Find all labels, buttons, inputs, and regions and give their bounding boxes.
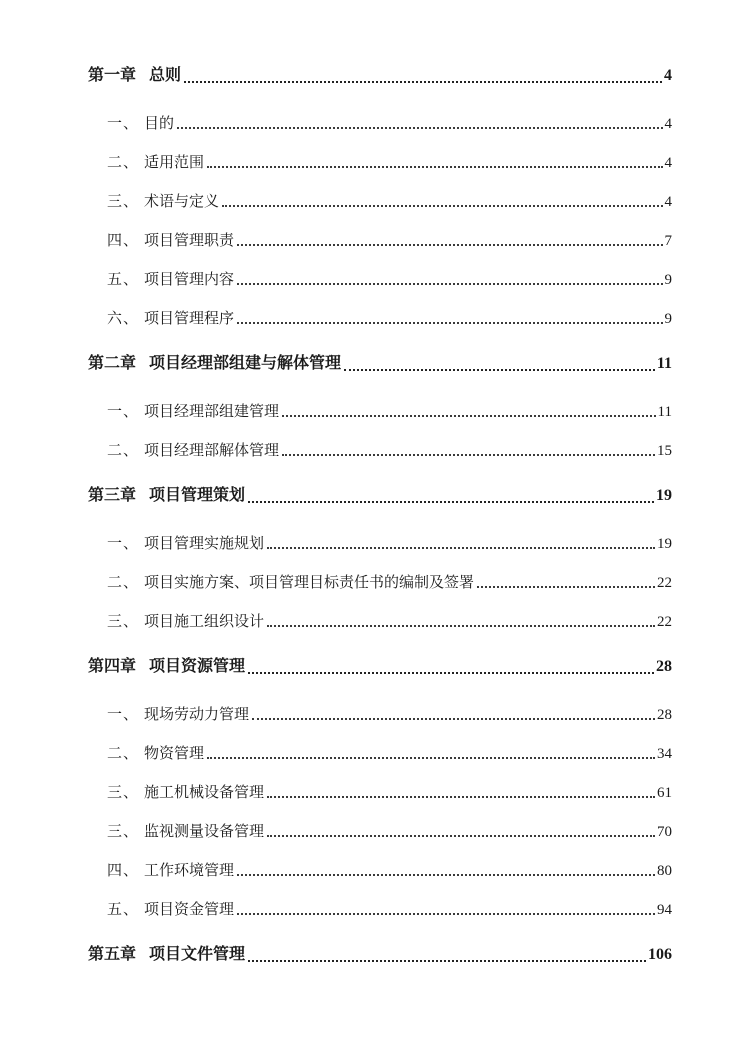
toc-entry-page-number: 9 bbox=[664, 311, 672, 327]
toc-entry-page-number: 19 bbox=[657, 536, 672, 552]
toc-item-row[interactable] bbox=[88, 902, 672, 918]
toc-item-row[interactable] bbox=[88, 233, 672, 249]
toc-item-row[interactable] bbox=[88, 575, 672, 591]
toc-chapter-row[interactable] bbox=[88, 66, 672, 86]
toc-item-row[interactable] bbox=[88, 443, 672, 459]
toc-entry-page-number: 19 bbox=[656, 487, 672, 504]
toc-entry-page-number: 9 bbox=[664, 272, 672, 288]
toc-entry-page-number: 4 bbox=[664, 116, 672, 132]
toc-entry-page-number: 11 bbox=[657, 404, 672, 420]
dot-leader bbox=[267, 625, 655, 627]
toc-item-row[interactable] bbox=[88, 614, 672, 630]
toc-item-row[interactable] bbox=[88, 785, 672, 801]
toc-entry-number: 第四章 bbox=[88, 658, 137, 675]
toc-entry-number: 第三章 bbox=[88, 487, 137, 504]
dot-leader bbox=[252, 718, 655, 720]
toc-entry-number: 一、 bbox=[107, 404, 140, 420]
toc-entry-number: 第二章 bbox=[88, 355, 137, 372]
toc-item-row[interactable] bbox=[88, 311, 672, 327]
toc-entry-page-number: 4 bbox=[664, 194, 672, 210]
toc-entry-number: 二、 bbox=[107, 155, 140, 171]
dot-leader bbox=[184, 81, 662, 83]
toc-entry-number: 三、 bbox=[107, 614, 140, 630]
toc-entry-page-number: 4 bbox=[664, 155, 672, 171]
toc-entry-number: 第五章 bbox=[88, 946, 137, 963]
toc-entry-number: 五、 bbox=[107, 902, 140, 918]
toc-entry-page-number: 106 bbox=[648, 946, 672, 963]
toc-entry-number: 第一章 bbox=[88, 67, 137, 84]
toc-item-row[interactable] bbox=[88, 746, 672, 762]
toc-item-row[interactable] bbox=[88, 707, 672, 723]
dot-leader bbox=[237, 874, 655, 876]
toc-entry-page-number: 15 bbox=[657, 443, 672, 459]
toc-entry-title: 现场劳动力管理 bbox=[144, 707, 250, 723]
toc-entry-title: 物资管理 bbox=[144, 746, 205, 762]
toc-entry-title: 目的 bbox=[144, 116, 175, 132]
dot-leader bbox=[344, 369, 655, 371]
toc-entry-number: 三、 bbox=[107, 785, 140, 801]
toc-entry-number: 三、 bbox=[107, 194, 140, 210]
toc-entry-number: 五、 bbox=[107, 272, 140, 288]
toc-entry-page-number: 4 bbox=[664, 67, 672, 84]
toc-entry-page-number: 22 bbox=[657, 614, 672, 630]
toc-entry-title: 项目管理程序 bbox=[144, 311, 235, 327]
toc-entry-title: 项目经理部解体管理 bbox=[144, 443, 280, 459]
toc-entry-title: 项目施工组织设计 bbox=[144, 614, 265, 630]
toc-item-row[interactable] bbox=[88, 155, 672, 171]
toc-item-row[interactable] bbox=[88, 194, 672, 210]
toc-entry-page-number: 34 bbox=[657, 746, 672, 762]
toc bbox=[88, 66, 672, 965]
toc-entry-number: 三、 bbox=[107, 824, 140, 840]
dot-leader bbox=[248, 960, 646, 962]
dot-leader bbox=[237, 322, 662, 324]
toc-entry-title: 总则 bbox=[149, 67, 182, 84]
toc-item-row[interactable] bbox=[88, 404, 672, 420]
toc-entry-page-number: 22 bbox=[657, 575, 672, 591]
dot-leader bbox=[248, 672, 654, 674]
toc-entry-page-number: 28 bbox=[657, 707, 672, 723]
toc-item-row[interactable] bbox=[88, 536, 672, 552]
toc-entry-title: 项目实施方案、项目管理目标责任书的编制及签署 bbox=[144, 575, 475, 591]
toc-entry-title: 监视测量设备管理 bbox=[144, 824, 265, 840]
toc-entry-number: 四、 bbox=[107, 863, 140, 879]
toc-entry-number: 二、 bbox=[107, 443, 140, 459]
toc-entry-page-number: 7 bbox=[664, 233, 672, 249]
dot-leader bbox=[237, 913, 655, 915]
dot-leader bbox=[222, 205, 662, 207]
toc-entry-title: 项目管理职责 bbox=[144, 233, 235, 249]
toc-chapter-row[interactable] bbox=[88, 354, 672, 374]
dot-leader bbox=[207, 166, 662, 168]
toc-entry-title: 术语与定义 bbox=[144, 194, 220, 210]
dot-leader bbox=[267, 835, 655, 837]
dot-leader bbox=[177, 127, 662, 129]
toc-entry-number: 二、 bbox=[107, 746, 140, 762]
toc-chapter-row[interactable] bbox=[88, 657, 672, 677]
toc-entry-number: 二、 bbox=[107, 575, 140, 591]
toc-entry-number: 六、 bbox=[107, 311, 140, 327]
dot-leader bbox=[282, 454, 655, 456]
toc-chapter-row[interactable] bbox=[88, 945, 672, 965]
toc-entry-title: 项目经理部组建与解体管理 bbox=[149, 355, 342, 372]
toc-entry-page-number: 28 bbox=[656, 658, 672, 675]
toc-entry-title: 项目资源管理 bbox=[149, 658, 246, 675]
toc-chapter-row[interactable] bbox=[88, 486, 672, 506]
dot-leader bbox=[237, 244, 662, 246]
toc-entry-number: 一、 bbox=[107, 116, 140, 132]
toc-entry-title: 施工机械设备管理 bbox=[144, 785, 265, 801]
dot-leader bbox=[267, 796, 655, 798]
toc-item-row[interactable] bbox=[88, 863, 672, 879]
toc-item-row[interactable] bbox=[88, 824, 672, 840]
toc-entry-number: 一、 bbox=[107, 536, 140, 552]
toc-entry-page-number: 61 bbox=[657, 785, 672, 801]
toc-entry-page-number: 94 bbox=[657, 902, 672, 918]
toc-entry-title: 项目管理策划 bbox=[149, 487, 246, 504]
toc-entry-title: 项目资金管理 bbox=[144, 902, 235, 918]
dot-leader bbox=[207, 757, 655, 759]
toc-entry-title: 适用范围 bbox=[144, 155, 205, 171]
dot-leader bbox=[248, 501, 654, 503]
toc-entry-number: 一、 bbox=[107, 707, 140, 723]
dot-leader bbox=[237, 283, 662, 285]
toc-entry-page-number: 11 bbox=[656, 355, 672, 372]
toc-entry-title: 项目经理部组建管理 bbox=[144, 404, 280, 420]
toc-entry-title: 项目管理内容 bbox=[144, 272, 235, 288]
dot-leader bbox=[267, 547, 655, 549]
toc-entry-page-number: 80 bbox=[657, 863, 672, 879]
dot-leader bbox=[282, 415, 656, 417]
toc-entry-page-number: 70 bbox=[657, 824, 672, 840]
toc-entry-title: 工作环境管理 bbox=[144, 863, 235, 879]
toc-entry-number: 四、 bbox=[107, 233, 140, 249]
toc-entry-title: 项目文件管理 bbox=[149, 946, 246, 963]
toc-entry-title: 项目管理实施规划 bbox=[144, 536, 265, 552]
dot-leader bbox=[477, 586, 655, 588]
toc-item-row[interactable] bbox=[88, 272, 672, 288]
toc-item-row[interactable] bbox=[88, 116, 672, 132]
